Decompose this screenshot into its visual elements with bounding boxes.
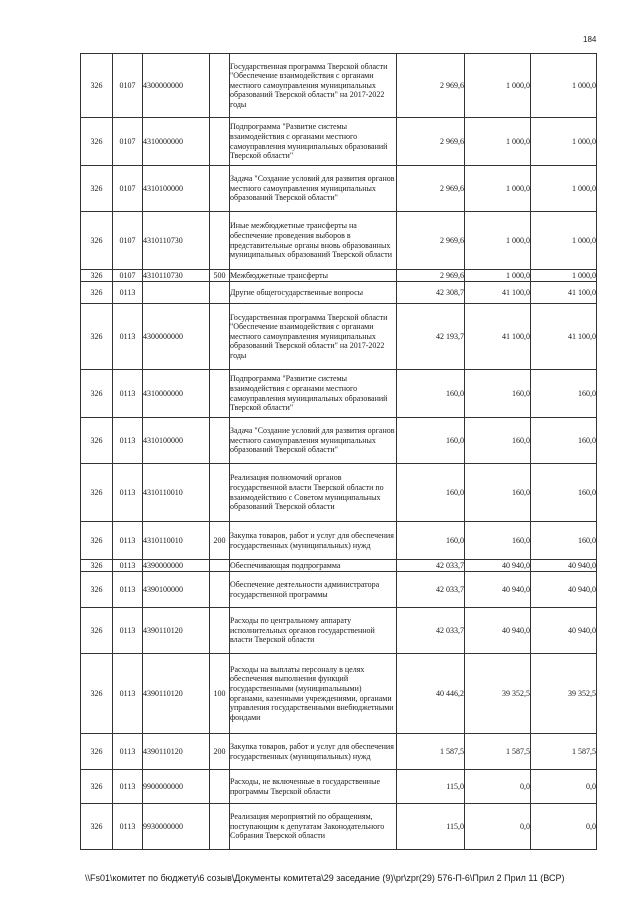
target-code: 4310110730	[143, 270, 210, 282]
amount-year-2: 160,0	[465, 464, 531, 522]
item-name: Государственная программа Тверской области "Обеспечение взаимодействия с органами местного самоуправления муниципальных образований Тверской области" на 2017-2022 годы	[230, 54, 397, 118]
expense-type	[210, 212, 230, 270]
target-code: 4310000000	[143, 118, 210, 166]
amount-year-1: 115,0	[397, 804, 465, 850]
item-name: Задача "Создание условий для развития органов местного самоуправления муниципальных образований Тверской области"	[230, 166, 397, 212]
table-row	[81, 804, 597, 850]
target-code	[143, 282, 210, 304]
item-name: Обеспечение деятельности администратора государственной программы	[230, 572, 397, 608]
page-number: 184	[583, 35, 597, 44]
section-code: 0107	[113, 166, 143, 212]
amount-year-2: 41 100,0	[465, 304, 531, 370]
amount-year-1: 42 033,7	[397, 572, 465, 608]
target-code: 4310100000	[143, 166, 210, 212]
ved-code: 326	[81, 804, 113, 850]
amount-year-1: 42 033,7	[397, 560, 465, 572]
section-code: 0107	[113, 212, 143, 270]
amount-year-3: 41 100,0	[531, 282, 597, 304]
expense-type	[210, 608, 230, 654]
expense-type	[210, 572, 230, 608]
target-code: 4300000000	[143, 54, 210, 118]
ved-code: 326	[81, 608, 113, 654]
expense-type	[210, 54, 230, 118]
amount-year-1: 1 587,5	[397, 734, 465, 770]
target-code: 4390000000	[143, 560, 210, 572]
section-code: 0113	[113, 522, 143, 560]
amount-year-3: 1 000,0	[531, 118, 597, 166]
expense-type: 200	[210, 734, 230, 770]
item-name: Закупка товаров, работ и услуг для обеспечения государственных (муниципальных) нужд	[230, 734, 397, 770]
amount-year-3: 1 000,0	[531, 270, 597, 282]
item-name: Государственная программа Тверской области "Обеспечение взаимодействия с органами местного самоуправления муниципальных образований Тверской области" на 2017-2022 годы	[230, 304, 397, 370]
ved-code: 326	[81, 418, 113, 464]
amount-year-2: 160,0	[465, 522, 531, 560]
amount-year-2: 39 352,5	[465, 654, 531, 734]
amount-year-1: 40 446,2	[397, 654, 465, 734]
section-code: 0113	[113, 654, 143, 734]
item-name: Расходы по центральному аппарату исполнительных органов государственной власти Тверской области	[230, 608, 397, 654]
amount-year-2: 1 000,0	[465, 166, 531, 212]
table-row	[81, 304, 597, 370]
amount-year-3: 0,0	[531, 804, 597, 850]
amount-year-3: 1 000,0	[531, 54, 597, 118]
ved-code: 326	[81, 270, 113, 282]
amount-year-2: 160,0	[465, 418, 531, 464]
table-row	[81, 654, 597, 734]
amount-year-3: 40 940,0	[531, 560, 597, 572]
table-row	[81, 118, 597, 166]
ved-code: 326	[81, 560, 113, 572]
amount-year-2: 160,0	[465, 370, 531, 418]
item-name: Обеспечивающая подпрограмма	[230, 560, 397, 572]
target-code: 4310110010	[143, 522, 210, 560]
amount-year-3: 39 352,5	[531, 654, 597, 734]
amount-year-2: 40 940,0	[465, 608, 531, 654]
table-row	[81, 770, 597, 804]
amount-year-1: 160,0	[397, 370, 465, 418]
expense-type	[210, 370, 230, 418]
ved-code: 326	[81, 464, 113, 522]
ved-code: 326	[81, 54, 113, 118]
target-code: 9930000000	[143, 804, 210, 850]
item-name: Задача "Создание условий для развития органов местного самоуправления муниципальных образований Тверской области"	[230, 418, 397, 464]
ved-code: 326	[81, 304, 113, 370]
table-row	[81, 572, 597, 608]
ved-code: 326	[81, 166, 113, 212]
section-code: 0107	[113, 118, 143, 166]
ved-code: 326	[81, 770, 113, 804]
table-row	[81, 608, 597, 654]
item-name: Реализация мероприятий по обращениям, поступающим к депутатам Законодательного Собрания Тверской области	[230, 804, 397, 850]
ved-code: 326	[81, 734, 113, 770]
amount-year-1: 2 969,6	[397, 54, 465, 118]
table-row	[81, 522, 597, 560]
expense-type	[210, 804, 230, 850]
section-code: 0113	[113, 370, 143, 418]
section-code: 0113	[113, 464, 143, 522]
amount-year-1: 160,0	[397, 418, 465, 464]
target-code: 4310100000	[143, 418, 210, 464]
table-row	[81, 418, 597, 464]
table-row	[81, 270, 597, 282]
item-name: Реализация полномочий органов государственной власти Тверской области по взаимодействию с Советом муниципальных образований Тверской области	[230, 464, 397, 522]
amount-year-3: 160,0	[531, 464, 597, 522]
target-code: 4390110120	[143, 734, 210, 770]
ved-code: 326	[81, 212, 113, 270]
section-code: 0113	[113, 560, 143, 572]
amount-year-2: 0,0	[465, 804, 531, 850]
section-code: 0113	[113, 608, 143, 654]
amount-year-2: 41 100,0	[465, 282, 531, 304]
expense-type	[210, 118, 230, 166]
amount-year-3: 160,0	[531, 522, 597, 560]
section-code: 0107	[113, 54, 143, 118]
expense-type: 200	[210, 522, 230, 560]
expense-type	[210, 304, 230, 370]
amount-year-2: 1 000,0	[465, 118, 531, 166]
file-path-footer: \\Fs01\комитет по бюджету\6 созыв\Документы комитета\29 заседание (9)\pr\zpr(29) 576-П-6\Прил 2 Прил 11 (ВСР)	[85, 873, 565, 883]
ved-code: 326	[81, 572, 113, 608]
amount-year-3: 160,0	[531, 418, 597, 464]
amount-year-2: 40 940,0	[465, 572, 531, 608]
target-code: 4300000000	[143, 304, 210, 370]
amount-year-3: 1 000,0	[531, 212, 597, 270]
ved-code: 326	[81, 370, 113, 418]
expense-type: 100	[210, 654, 230, 734]
amount-year-1: 2 969,6	[397, 212, 465, 270]
target-code: 4310000000	[143, 370, 210, 418]
item-name: Расходы на выплаты персоналу в целях обеспечения выполнения функций государственными (муниципальными) органами, казенными учреждениями, органами управления государственными внебюджетными фондами	[230, 654, 397, 734]
amount-year-3: 40 940,0	[531, 608, 597, 654]
amount-year-1: 160,0	[397, 464, 465, 522]
target-code: 4310110730	[143, 212, 210, 270]
item-name: Закупка товаров, работ и услуг для обеспечения государственных (муниципальных) нужд	[230, 522, 397, 560]
target-code: 4310110010	[143, 464, 210, 522]
section-code: 0113	[113, 282, 143, 304]
table-row	[81, 166, 597, 212]
ved-code: 326	[81, 654, 113, 734]
table-row	[81, 54, 597, 118]
target-code: 4390100000	[143, 572, 210, 608]
ved-code: 326	[81, 522, 113, 560]
ved-code: 326	[81, 118, 113, 166]
amount-year-1: 42 308,7	[397, 282, 465, 304]
table-row	[81, 282, 597, 304]
ved-code: 326	[81, 282, 113, 304]
amount-year-1: 2 969,6	[397, 166, 465, 212]
item-name: Другие общегосударственные вопросы	[230, 282, 397, 304]
amount-year-2: 1 000,0	[465, 270, 531, 282]
amount-year-3: 40 940,0	[531, 572, 597, 608]
table-row	[81, 464, 597, 522]
amount-year-1: 115,0	[397, 770, 465, 804]
expense-type	[210, 464, 230, 522]
item-name: Межбюджетные трансферты	[230, 270, 397, 282]
target-code: 4390110120	[143, 608, 210, 654]
amount-year-3: 160,0	[531, 370, 597, 418]
item-name: Подпрограмма "Развитие системы взаимодействия с органами местного самоуправления муниципальных образований Тверской области"	[230, 370, 397, 418]
amount-year-1: 42 193,7	[397, 304, 465, 370]
expense-type	[210, 166, 230, 212]
amount-year-1: 160,0	[397, 522, 465, 560]
expense-type	[210, 770, 230, 804]
table-row	[81, 370, 597, 418]
expense-type	[210, 418, 230, 464]
amount-year-2: 1 587,5	[465, 734, 531, 770]
budget-table	[80, 53, 597, 850]
expense-type: 500	[210, 270, 230, 282]
section-code: 0113	[113, 804, 143, 850]
amount-year-3: 41 100,0	[531, 304, 597, 370]
table-row	[81, 212, 597, 270]
section-code: 0113	[113, 304, 143, 370]
target-code: 9900000000	[143, 770, 210, 804]
target-code: 4390110120	[143, 654, 210, 734]
table-row	[81, 560, 597, 572]
section-code: 0113	[113, 734, 143, 770]
amount-year-3: 1 000,0	[531, 166, 597, 212]
expense-type	[210, 560, 230, 572]
amount-year-2: 40 940,0	[465, 560, 531, 572]
amount-year-1: 42 033,7	[397, 608, 465, 654]
amount-year-2: 1 000,0	[465, 212, 531, 270]
amount-year-1: 2 969,6	[397, 118, 465, 166]
amount-year-2: 1 000,0	[465, 54, 531, 118]
section-code: 0113	[113, 418, 143, 464]
section-code: 0113	[113, 770, 143, 804]
section-code: 0113	[113, 572, 143, 608]
item-name: Расходы, не включенные в государственные программы Тверской области	[230, 770, 397, 804]
item-name: Подпрограмма "Развитие системы взаимодействия с органами местного самоуправления муниципальных образований Тверской области"	[230, 118, 397, 166]
amount-year-1: 2 969,6	[397, 270, 465, 282]
amount-year-2: 0,0	[465, 770, 531, 804]
item-name: Иные межбюджетные трансферты на обеспечение проведения выборов в представительные органы вновь образованных муниципальных образований Тверской области	[230, 212, 397, 270]
section-code: 0107	[113, 270, 143, 282]
amount-year-3: 0,0	[531, 770, 597, 804]
table-row	[81, 734, 597, 770]
expense-type	[210, 282, 230, 304]
amount-year-3: 1 587,5	[531, 734, 597, 770]
